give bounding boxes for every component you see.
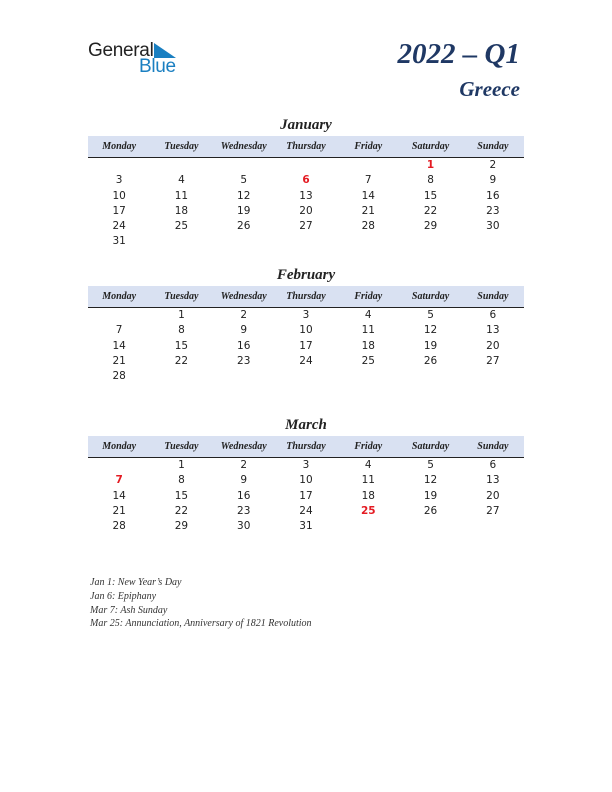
day-cell (150, 158, 212, 173)
week-row (88, 234, 524, 249)
day-cell: 13 (299, 189, 313, 202)
day-cell: 16 (486, 189, 500, 202)
day-cell: 6 (489, 459, 497, 471)
day-cell: 9 (240, 324, 248, 337)
logo-text-general: General (88, 40, 154, 61)
day-cell: 5 (240, 174, 248, 187)
day-cell (275, 158, 337, 173)
day-cell: 26 (237, 220, 251, 233)
day-cell: 31 (299, 520, 313, 533)
day-cell: 16 (237, 489, 251, 502)
weekday-header (88, 136, 524, 158)
day-cell: 22 (174, 504, 189, 517)
day-cell: 19 (423, 339, 438, 352)
day-cell: 27 (486, 354, 500, 367)
weekday-label: Friday (354, 291, 383, 302)
weekday-label: Monday (102, 291, 137, 302)
logo-text-blue: Blue (139, 56, 176, 77)
day-cell (88, 308, 150, 323)
week-row (88, 339, 524, 354)
day-cell (399, 369, 461, 384)
day-cell: 31 (112, 235, 126, 248)
day-cell: 5 (427, 459, 434, 471)
month-title: February (276, 267, 336, 283)
day-cell (88, 458, 150, 473)
day-cell: 23 (237, 354, 251, 367)
day-cell: 5 (427, 309, 434, 321)
day-cell: 8 (427, 174, 434, 187)
day-cell: 27 (486, 504, 500, 517)
day-cell: 14 (361, 189, 375, 202)
day-cell: 23 (486, 204, 500, 217)
holiday-note: Jan 6: Epiphany (90, 590, 157, 602)
weekday-label: Thursday (286, 441, 326, 452)
day-cell: 20 (299, 204, 313, 217)
day-cell: 23 (237, 504, 251, 517)
day-cell: 14 (112, 339, 126, 352)
weekday-label: Monday (102, 441, 137, 452)
day-cell: 26 (423, 354, 438, 367)
day-cell: 1 (178, 459, 185, 471)
week-row (88, 354, 524, 369)
day-cell: 6 (302, 174, 310, 187)
day-cell: 18 (361, 339, 375, 352)
weekday-label: Saturday (411, 291, 450, 302)
day-cell (337, 158, 399, 173)
day-cell: 3 (302, 309, 310, 321)
day-cell: 10 (299, 474, 313, 487)
day-cell: 19 (423, 489, 438, 502)
day-cell: 18 (174, 204, 189, 217)
day-cell (275, 369, 337, 384)
day-cell: 4 (364, 309, 372, 321)
country-name: Greece (459, 77, 520, 101)
weekday-header (88, 286, 524, 308)
day-cell (399, 519, 461, 534)
day-cell: 11 (361, 474, 375, 487)
day-cell: 18 (361, 489, 375, 502)
day-cell: 7 (115, 474, 123, 487)
week-row (88, 489, 524, 504)
day-cell: 17 (299, 339, 313, 352)
day-cell: 29 (174, 520, 189, 533)
weekday-label: Wednesday (220, 291, 267, 302)
day-cell: 17 (112, 204, 126, 217)
day-cell: 24 (299, 354, 313, 367)
day-cell: 4 (178, 174, 185, 187)
weekday-label: Thursday (286, 291, 326, 302)
day-cell: 20 (486, 339, 500, 352)
day-cell: 25 (174, 220, 189, 233)
day-cell: 2 (240, 459, 248, 471)
weekday-label: Wednesday (220, 141, 267, 152)
day-cell: 13 (486, 474, 500, 487)
day-cell: 8 (178, 324, 185, 337)
day-cell: 22 (423, 204, 438, 217)
day-cell: 9 (240, 474, 248, 487)
day-cell: 3 (302, 459, 310, 471)
day-cell: 25 (361, 354, 375, 367)
day-cell: 12 (423, 474, 438, 487)
day-cell: 2 (240, 309, 248, 321)
day-cell: 1 (426, 159, 435, 171)
day-cell: 30 (486, 220, 500, 233)
weekday-header (88, 436, 524, 458)
day-cell: 9 (489, 174, 497, 187)
holiday-note: Mar 25: Annunciation, Anniversary of 1821 Revolution (90, 618, 312, 630)
day-cell: 22 (174, 354, 189, 367)
weekday-label: Sunday (477, 141, 509, 152)
week-row (88, 458, 524, 473)
day-cell: 19 (237, 204, 251, 217)
day-cell (88, 158, 150, 173)
day-cell: 1 (178, 309, 185, 321)
day-cell: 24 (112, 220, 126, 233)
weekday-label: Sunday (477, 441, 509, 452)
day-cell: 12 (237, 189, 251, 202)
day-cell: 21 (112, 354, 126, 367)
week-row (88, 204, 524, 219)
page-title: 2022 – Q1 (397, 38, 520, 70)
day-cell: 16 (237, 339, 251, 352)
day-cell: 24 (299, 504, 313, 517)
week-row (88, 323, 524, 338)
day-cell (462, 519, 524, 534)
day-cell: 20 (486, 489, 500, 502)
week-row (88, 308, 524, 323)
day-cell: 11 (174, 189, 189, 202)
day-cell: 28 (112, 520, 126, 533)
day-cell: 13 (486, 324, 500, 337)
week-row (88, 369, 524, 384)
day-cell (462, 234, 524, 249)
weekday-label: Friday (354, 141, 383, 152)
logo (88, 40, 188, 76)
day-cell (462, 369, 524, 384)
day-cell: 11 (361, 324, 375, 337)
day-cell: 21 (112, 504, 126, 517)
day-cell: 15 (174, 339, 189, 352)
week-row (88, 473, 524, 488)
weekday-label: Tuesday (164, 291, 199, 302)
week-row (88, 189, 524, 204)
weekday-label: Friday (354, 441, 383, 452)
day-cell (399, 234, 461, 249)
day-cell: 15 (423, 189, 438, 202)
day-cell: 7 (115, 324, 123, 337)
day-cell: 17 (299, 489, 313, 502)
weekday-label: Thursday (286, 141, 326, 152)
day-cell: 25 (360, 504, 376, 517)
month-february (88, 266, 524, 384)
week-row (88, 519, 524, 534)
day-cell: 8 (178, 474, 185, 487)
day-cell (150, 234, 212, 249)
day-cell: 28 (112, 370, 126, 383)
day-cell (275, 234, 337, 249)
holiday-notes (90, 576, 312, 631)
month-january (88, 116, 524, 250)
day-cell (213, 158, 275, 173)
week-row (88, 504, 524, 519)
day-cell: 10 (112, 189, 126, 202)
holiday-note: Mar 7: Ash Sunday (90, 604, 168, 616)
month-title: January (280, 117, 332, 133)
day-cell: 15 (174, 489, 189, 502)
weekday-label: Saturday (411, 141, 450, 152)
day-cell: 6 (489, 309, 497, 321)
week-row (88, 173, 524, 188)
holiday-note: Jan 1: New Year’s Day (90, 577, 182, 588)
day-cell: 14 (112, 489, 126, 502)
day-cell: 2 (489, 159, 497, 171)
day-cell: 21 (361, 204, 375, 217)
day-cell (337, 369, 399, 384)
day-cell: 3 (115, 174, 123, 187)
weekday-label: Tuesday (164, 441, 199, 452)
week-row (88, 158, 524, 173)
day-cell (213, 369, 275, 384)
day-cell (150, 369, 212, 384)
day-cell (213, 234, 275, 249)
day-cell (337, 519, 399, 534)
day-cell: 7 (364, 174, 372, 187)
day-cell: 12 (423, 324, 438, 337)
weekday-label: Sunday (477, 291, 509, 302)
day-cell: 27 (299, 220, 313, 233)
day-cell: 28 (361, 220, 375, 233)
weekday-label: Wednesday (220, 441, 267, 452)
weekday-label: Tuesday (164, 141, 199, 152)
day-cell (337, 234, 399, 249)
weekday-label: Saturday (411, 441, 450, 452)
month-march (88, 416, 524, 534)
month-title: March (285, 417, 327, 433)
day-cell: 26 (423, 504, 438, 517)
week-row (88, 219, 524, 234)
day-cell: 30 (237, 520, 251, 533)
day-cell: 29 (423, 220, 438, 233)
day-cell: 4 (364, 459, 372, 471)
weekday-label: Monday (102, 141, 137, 152)
day-cell: 10 (299, 324, 313, 337)
